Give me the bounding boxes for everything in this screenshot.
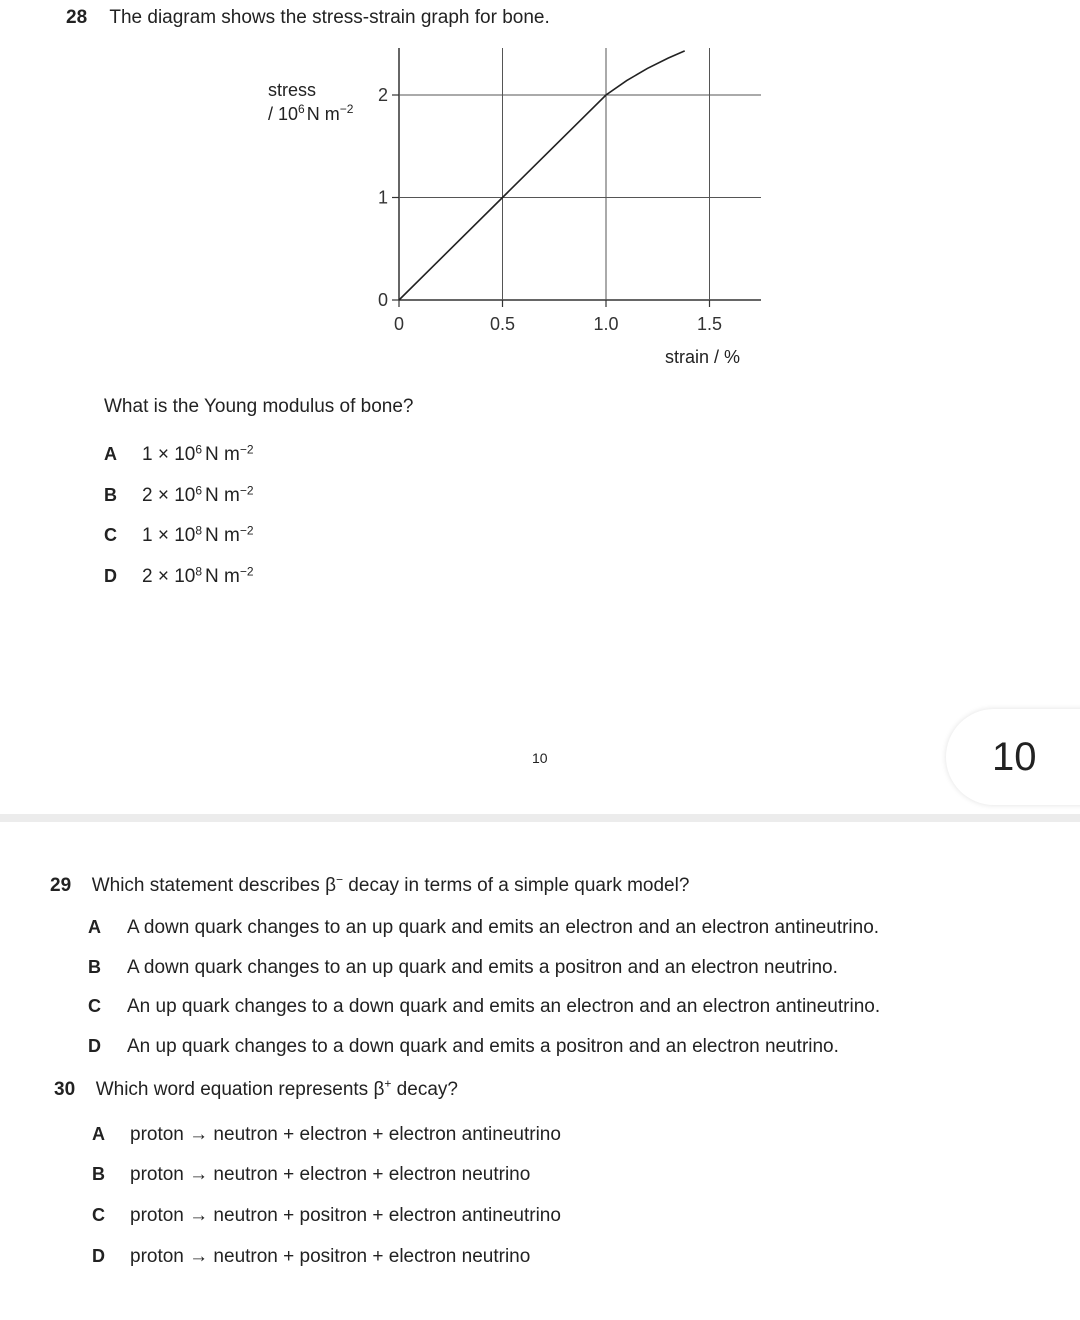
page-divider: [0, 814, 1080, 822]
question-number: 28: [66, 7, 88, 28]
answer-option-a[interactable]: [88, 917, 879, 939]
option-unit: N m: [205, 444, 240, 465]
question-text-part1: Which statement describes β: [91, 875, 337, 896]
option-unit-exponent: −2: [239, 442, 254, 457]
question-text-sup: −: [336, 872, 344, 887]
answer-option-c[interactable]: [92, 1205, 561, 1227]
option-text: proton → neutron + electron + electron neutrino: [130, 1164, 531, 1185]
page-indicator-badge: [946, 709, 1080, 805]
question-text-part2: decay in terms of a simple quark model?: [343, 875, 690, 896]
x-tick-label: 1.0: [593, 314, 619, 334]
answer-option-a[interactable]: [92, 1124, 561, 1146]
page-number: 10: [532, 750, 548, 766]
option-letter: C: [88, 996, 101, 1016]
option-value: 1 × 10: [142, 444, 196, 465]
answer-option-d[interactable]: [88, 1036, 839, 1058]
page-indicator-text: 10: [992, 734, 1037, 779]
answer-option-b[interactable]: [92, 1164, 530, 1186]
question-text-part2: decay?: [391, 1079, 458, 1100]
stress-strain-curve: [399, 51, 685, 300]
question-29-header: [50, 872, 690, 897]
option-letter: B: [104, 485, 117, 505]
option-text: A down quark changes to an up quark and emits an electron and an electron antineutrino.: [127, 917, 880, 938]
question-text-sup: +: [384, 1076, 392, 1091]
option-letter: D: [104, 566, 117, 586]
y-unit-unit-exp: −2: [339, 102, 354, 116]
question-number: 29: [50, 875, 72, 896]
x-tick-label: 0.5: [489, 314, 516, 334]
option-letter: A: [92, 1124, 105, 1144]
option-text: proton → neutron + positron + electron antineutrino: [130, 1205, 561, 1226]
option-text: proton → neutron + positron + electron neutrino: [130, 1246, 531, 1267]
y-tick-label: 0: [377, 290, 388, 310]
option-letter: B: [88, 957, 101, 977]
x-tick-label: 1.5: [696, 314, 723, 334]
option-value: 1 × 10: [142, 525, 196, 546]
y-unit-unit: N m: [306, 104, 340, 124]
option-text: An up quark changes to a down quark and emits a positron and an electron neutrino.: [127, 1036, 839, 1057]
option-exponent: 6: [195, 483, 203, 498]
answer-option-d[interactable]: [92, 1246, 530, 1268]
option-exponent: 6: [195, 442, 203, 457]
option-letter: C: [104, 525, 117, 545]
option-exponent: 8: [195, 523, 203, 538]
question-text: The diagram shows the stress-strain graph for bone.: [109, 7, 550, 28]
y-unit-exp: 6: [298, 102, 305, 116]
question-number: 30: [54, 1079, 76, 1100]
y-unit-prefix: / 10: [268, 104, 299, 124]
option-unit: N m: [205, 485, 240, 506]
option-text: A down quark changes to an up quark and emits a positron and an electron neutrino.: [127, 957, 838, 978]
option-value: 2 × 10: [142, 566, 196, 587]
answer-option-d[interactable]: [104, 566, 254, 588]
option-letter: D: [88, 1036, 101, 1056]
stress-strain-chart: [0, 0, 1080, 380]
answer-option-a[interactable]: [104, 444, 254, 466]
option-unit-exponent: −2: [239, 564, 254, 579]
option-unit: N m: [205, 525, 240, 546]
option-letter: B: [92, 1164, 105, 1184]
option-letter: A: [104, 444, 117, 464]
answer-option-c[interactable]: [104, 525, 254, 547]
question-30-header: [54, 1076, 458, 1101]
option-text: proton → neutron + electron + electron antineutrino: [130, 1124, 561, 1145]
option-letter: D: [92, 1246, 105, 1266]
option-exponent: 8: [195, 564, 203, 579]
y-tick-label: 2: [377, 85, 388, 105]
x-axis-label: strain / %: [665, 347, 741, 367]
y-tick-label: 1: [377, 187, 388, 208]
x-tick-label: 0: [393, 314, 405, 334]
option-letter: C: [92, 1205, 105, 1225]
answer-option-b[interactable]: [104, 485, 254, 507]
answer-option-c[interactable]: [88, 996, 880, 1018]
option-unit-exponent: −2: [239, 483, 254, 498]
option-value: 2 × 10: [142, 485, 196, 506]
option-unit-exponent: −2: [239, 523, 254, 538]
option-unit: N m: [205, 566, 240, 587]
option-letter: A: [88, 917, 101, 937]
answer-option-b[interactable]: [88, 957, 838, 979]
question-text-part1: Which word equation represents β: [95, 1079, 385, 1100]
option-text: An up quark changes to a down quark and emits an electron and an electron antineutrino.: [127, 996, 881, 1017]
y-axis-label-line1: stress: [268, 80, 317, 100]
question-28-prompt: What is the Young modulus of bone?: [104, 396, 414, 417]
